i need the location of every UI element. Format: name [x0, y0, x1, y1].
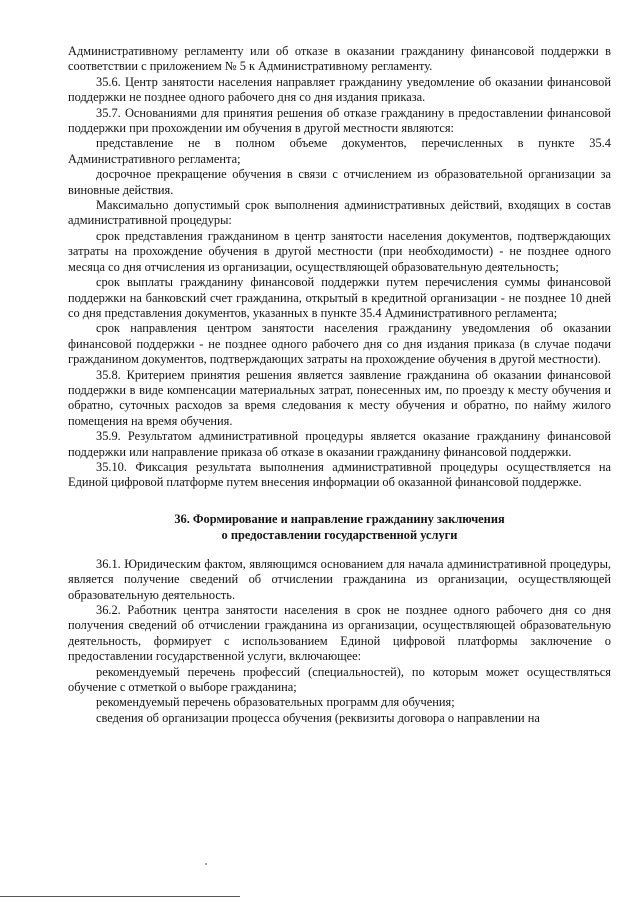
- paragraph: рекомендуемый перечень профессий (специальностей), по которым может осуществляться обучение с отметкой о выборе гражданина;: [68, 664, 611, 695]
- paragraph: срок выплаты гражданину финансовой поддержки путем перечисления суммы финансовой поддержки на банковский счет гражданина, открытый в кредитной организации - не позднее 10 дней со дня представления документов, указанных в пункте 35.4 Административного регламента;: [68, 275, 611, 320]
- paragraph-36-2: 36.2. Работник центра занятости населения в срок не позднее одного рабочего дня со дня получения сведений об отчислении гражданина из организации, осуществляющей образовательную деятельность, формирует с использованием Единой цифровой платформы заключение о предоставлении государственной услуги, включающее:: [68, 603, 611, 664]
- paragraph: рекомендуемый перечень образовательных программ для обучения;: [96, 695, 455, 710]
- paragraph-35-9: 35.9. Результатом административной процедуры является оказание гражданину финансовой поддержки или направление приказа об отказе в оказании гражданину финансовой поддержки.: [68, 429, 611, 459]
- section-heading-line: 36. Формирование и направление гражданину заключения: [174, 511, 505, 526]
- paragraph: срок направления центром занятости населения гражданину уведомления об оказании финансовой поддержки - не позднее одного рабочего дня со дня издания приказа (в случае подачи гражданином документов, подтверждающих затраты на прохождение обучения в другой местности).: [68, 321, 611, 367]
- paragraph: Административному регламенту или об отказе в оказании гражданину финансовой поддержки в соответствии с приложением № 5 к Административному регламенту.: [68, 44, 611, 74]
- paragraph-35-10: 35.10. Фиксация результата выполнения административной процедуры осуществляется на Единой цифровой платформе путем внесения информации об оказанной финансовой поддержке.: [68, 459, 611, 490]
- paragraph-35-8: 35.8. Критерием принятия решения является заявление гражданина об оказании финансовой поддержки в виде компенсации материальных затрат, понесенных им, по проезду к месту обучения и обратно, суточных расходов за время следования к месту обучения и обратно, по найму жилого помещения на время обучения.: [68, 367, 611, 428]
- scan-speck: [205, 863, 207, 865]
- paragraphs-top: [68, 44, 611, 491]
- paragraph-36-1: 36.1. Юридическим фактом, являющимся основанием для начала административной процедуры, является получение сведений об отчислении гражданина из организации, осуществляющей образовательную деятельность.: [68, 556, 611, 602]
- paragraph-35-7: 35.7. Основаниями для принятия решения об отказе гражданину в предоставлении финансовой поддержки при прохождении им обучения в другой местности являются:: [68, 105, 611, 136]
- paragraph-35-6: 35.6. Центр занятости населения направляет гражданину уведомление об оказании финансовой поддержки не позднее одного рабочего дня со дня издания приказа.: [68, 74, 611, 105]
- paragraph: досрочное прекращение обучения в связи с отчислением из образовательной организации за виновные действия.: [68, 167, 611, 197]
- paragraphs-bottom: [68, 557, 611, 726]
- section-heading-36: [68, 511, 611, 543]
- paragraph: срок представления гражданином в центр занятости населения документов, подтверждающих затраты на прохождение обучения в другой местности (при необходимости) - не позднее одного месяца со дня отчисления из организации, осуществляющей образовательную деятельность;: [68, 228, 611, 274]
- paragraph: Максимально допустимый срок выполнения административных действий, входящих в состав административной процедуры:: [68, 198, 611, 228]
- footer-rule: [0, 896, 240, 897]
- section-heading-line: о предоставлении государственной услуги: [221, 527, 458, 542]
- paragraph: сведения об организации процесса обучения (реквизиты договора о направлении на: [96, 710, 540, 725]
- paragraph: представление не в полном объеме документов, перечисленных в пункте 35.4 Административного регламента;: [68, 136, 611, 166]
